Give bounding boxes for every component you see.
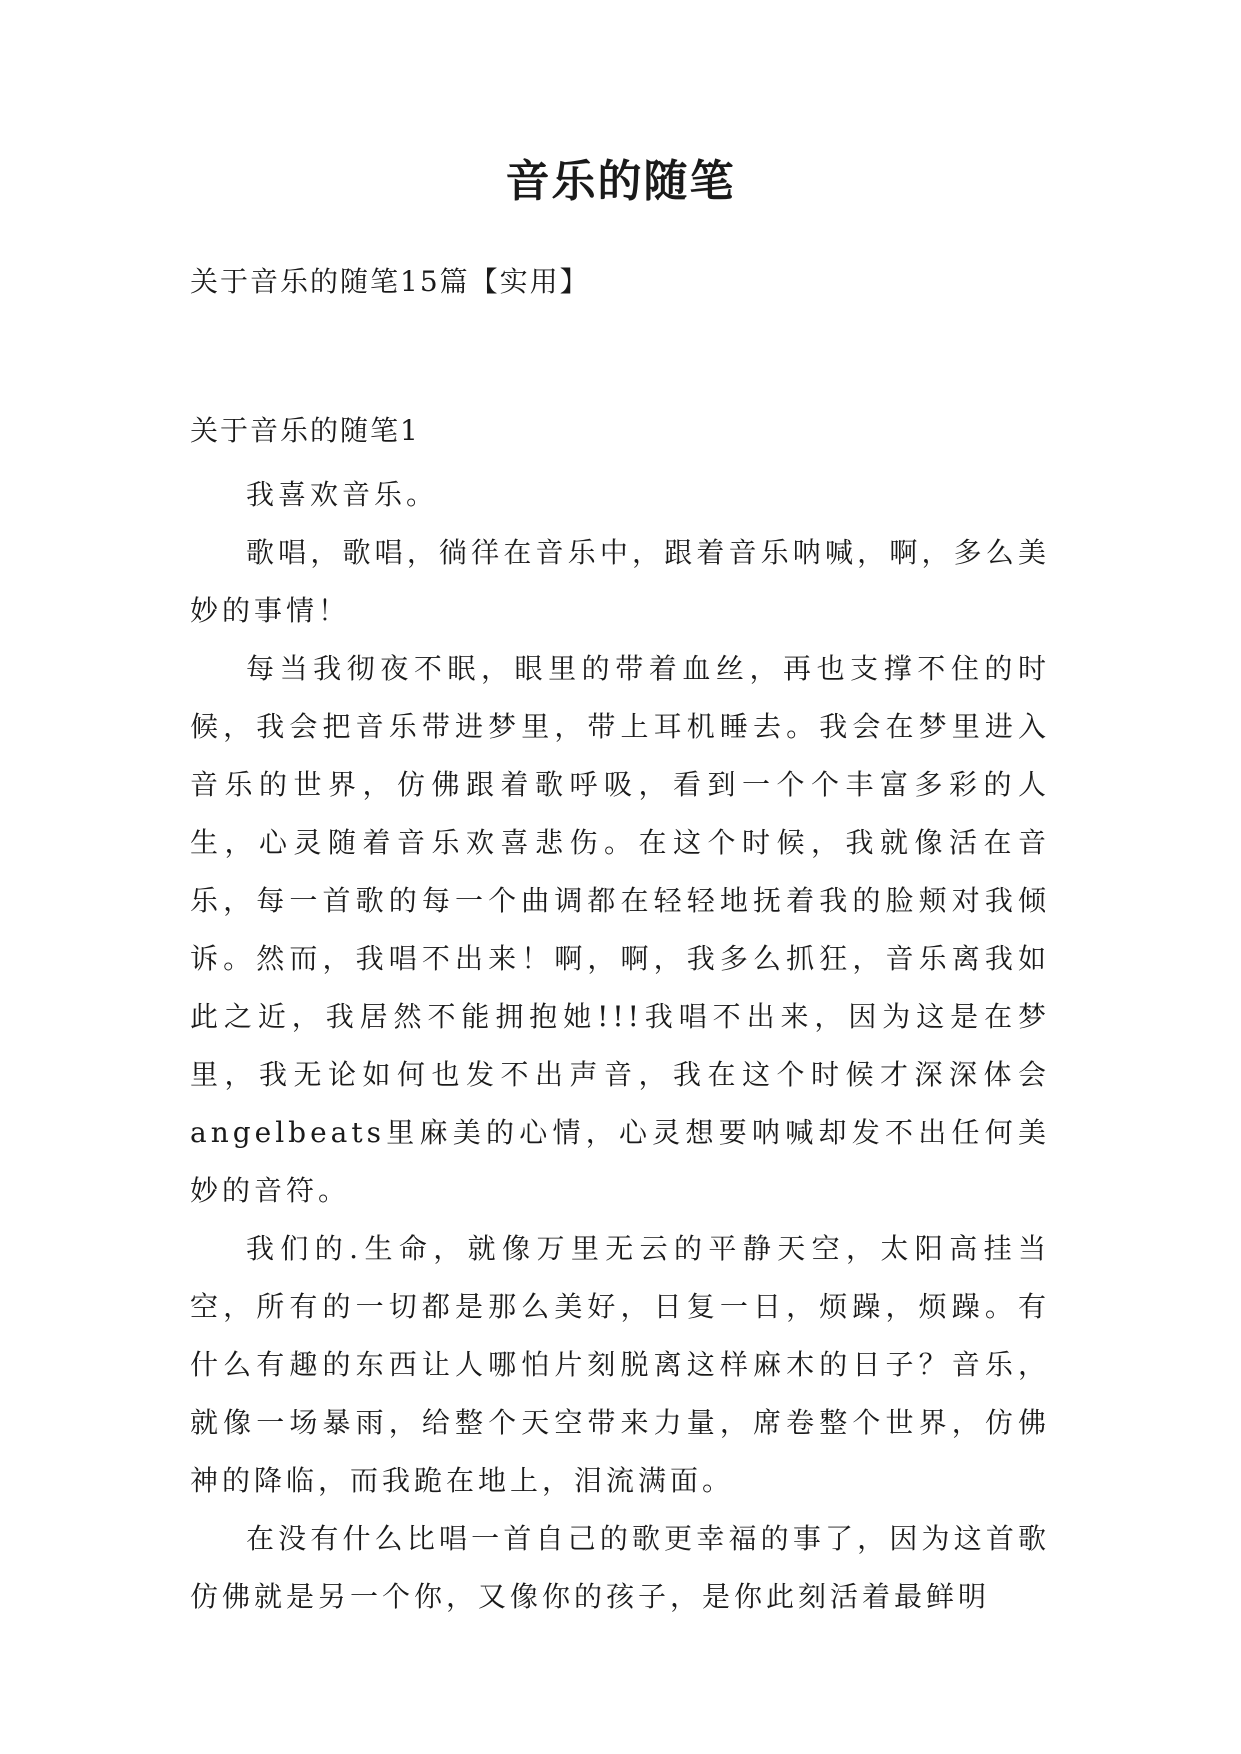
article-body xyxy=(190,466,1050,1626)
paragraph: 每当我彻夜不眠，眼里的带着血丝，再也支撑不住的时候，我会把音乐带进梦里，带上耳机睡去。我会在梦里进入音乐的世界，仿佛跟着歌呼吸，看到一个个丰富多彩的人生，心灵随着音乐欢喜悲伤。在这个时候，我就像活在音乐，每一首歌的每一个曲调都在轻轻地抚着我的脸颊对我倾诉。然而，我唱不出来！啊，啊，我多么抓狂，音乐离我如此之近，我居然不能拥抱她!!!我唱不出来，因为这是在梦里，我无论如何也发不出声音，我在这个时候才深深体会angelbeats里麻美的心情，心灵想要呐喊却发不出任何美妙的音符。 xyxy=(190,652,1050,1207)
paragraph: 我们的.生命，就像万里无云的平静天空，太阳高挂当空，所有的一切都是那么美好，日复一日，烦躁，烦躁。有什么有趣的东西让人哪怕片刻脱离这样麻木的日子？音乐，就像一场暴雨，给整个天空带来力量，席卷整个世界，仿佛神的降临，而我跪在地上，泪流满面。 xyxy=(190,1232,1050,1497)
paragraph: 我喜欢音乐。 xyxy=(246,478,439,511)
document-subtitle: 关于音乐的随笔15篇【实用】 xyxy=(190,265,590,298)
paragraph: 歌唱，歌唱，徜徉在音乐中，跟着音乐呐喊，啊，多么美妙的事情！ xyxy=(190,536,1050,627)
paragraph: 在没有什么比唱一首自己的歌更幸福的事了，因为这首歌仿佛就是另一个你，又像你的孩子，是你此刻活着最鲜明 xyxy=(190,1522,1050,1613)
section-heading: 关于音乐的随笔1 xyxy=(190,414,420,447)
page-title: 音乐的随笔 xyxy=(505,156,736,207)
